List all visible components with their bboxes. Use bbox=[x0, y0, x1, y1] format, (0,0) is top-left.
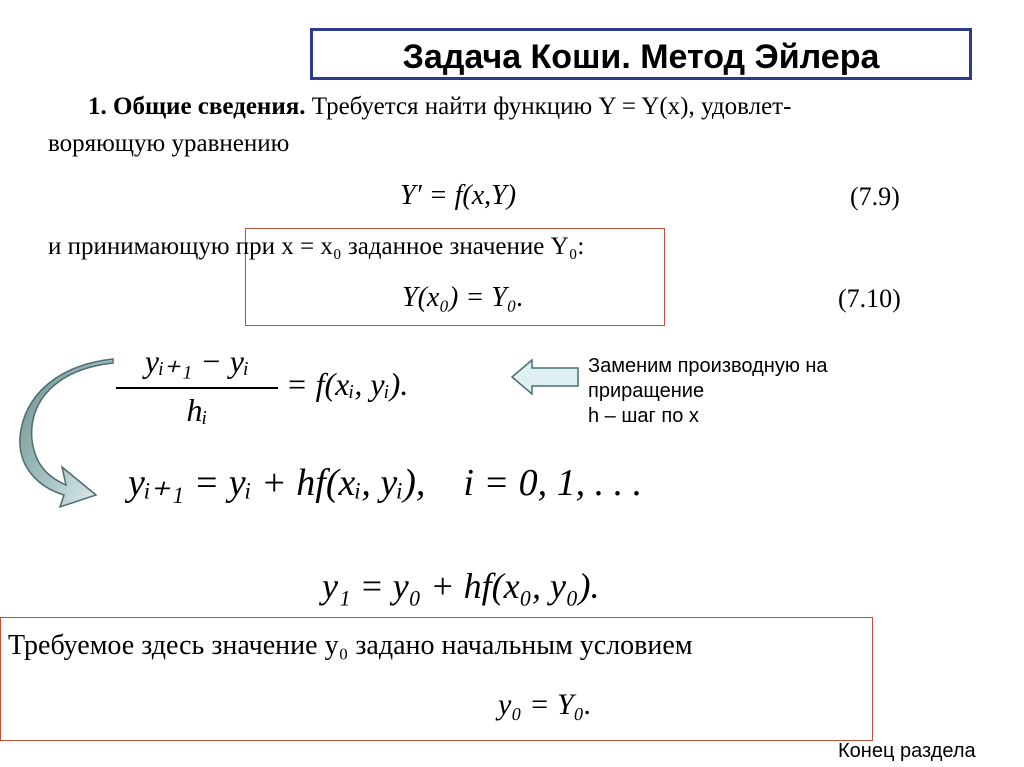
section-line2: воряющую уравнению bbox=[48, 130, 290, 157]
fraction-numerator: yᵢ₊₁ − yᵢ bbox=[144, 343, 250, 379]
section-line1: Требуется найти функцию Y = Y(x), удовлет- bbox=[311, 93, 792, 120]
page-title: Задача Коши. Метод Эйлера bbox=[402, 38, 880, 76]
side-note-line1: Заменим производную на bbox=[588, 355, 828, 377]
left-arrow-icon bbox=[510, 358, 580, 396]
section-line3: и принимающую при x = x₀ заданное значение Y₀: bbox=[48, 233, 585, 260]
first-step-formula: y₁ = y₀ + hf(x₀, y₀). bbox=[322, 566, 600, 606]
side-note-line2: приращение bbox=[588, 380, 705, 402]
initial-equation: y₀ = Y₀. bbox=[498, 688, 592, 721]
equation-number-7-10: (7.10) bbox=[838, 284, 901, 313]
end-of-section-link[interactable]: Конец раздела bbox=[838, 740, 976, 762]
initial-text: Требуемое здесь значение y₀ задано начальным условием bbox=[8, 630, 693, 661]
equation-number-7-9: (7.9) bbox=[850, 182, 900, 211]
section-heading: 1. Общие сведения. bbox=[88, 93, 306, 120]
equation-7-9: Y′ = f(x,Y) bbox=[400, 180, 517, 211]
side-note-line3: h – шаг по x bbox=[588, 405, 699, 427]
fraction-bar bbox=[116, 387, 278, 389]
fraction-denominator: hᵢ bbox=[186, 392, 208, 428]
equation-7-10: Y(x₀) = Y₀. bbox=[402, 282, 524, 313]
euler-formula: yᵢ₊₁ = yᵢ + hf(xᵢ, yᵢ), i = 0, 1, . . . bbox=[128, 462, 643, 504]
curved-arrow-icon bbox=[18, 355, 128, 515]
fraction-rhs: = f(xᵢ, yᵢ). bbox=[286, 366, 409, 402]
side-note bbox=[588, 354, 828, 429]
section-text-line1 bbox=[88, 93, 791, 121]
